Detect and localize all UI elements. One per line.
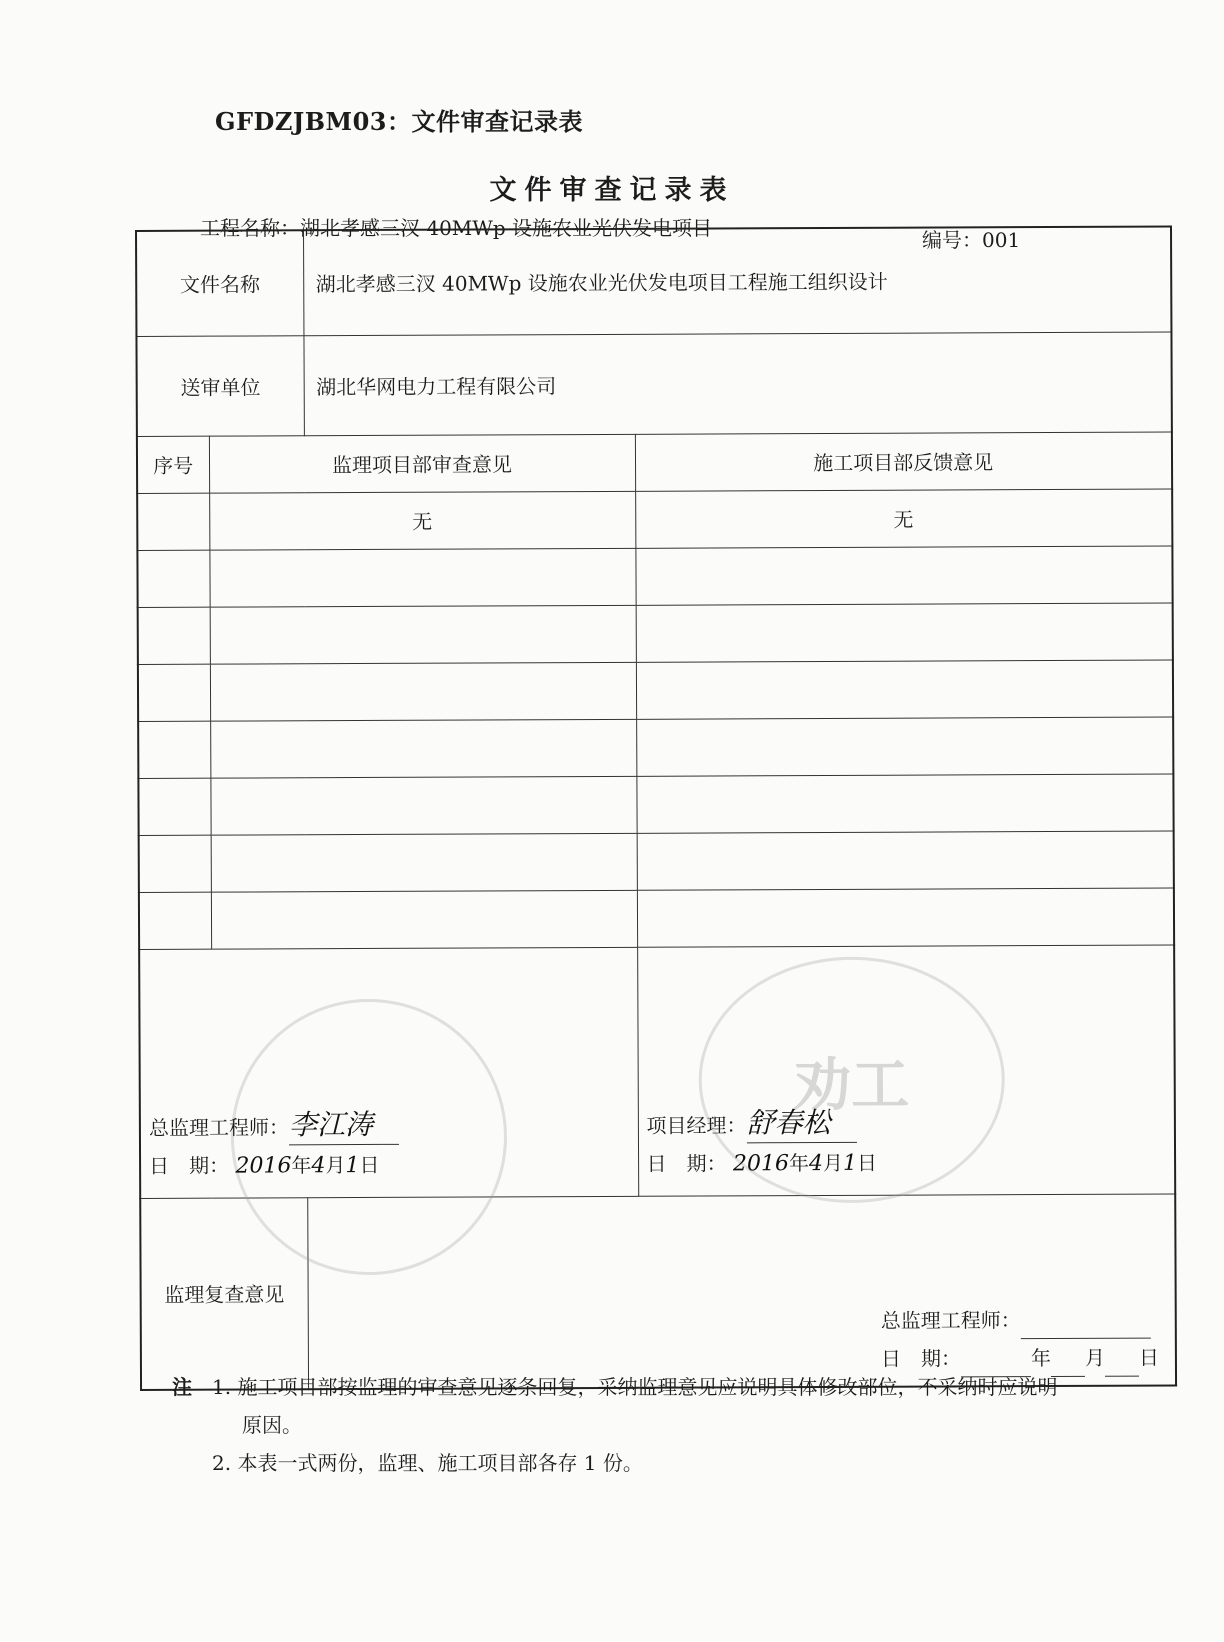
project-name-label: 工程名称：	[200, 216, 300, 240]
header-supervisor-review: 监理项目部审查意见	[209, 434, 635, 493]
submitting-unit-label: 送审单位	[136, 335, 303, 436]
manager-date-day: 1	[842, 1150, 857, 1176]
table-row	[138, 773, 1173, 835]
row-feedback	[636, 716, 1173, 775]
table-row	[138, 602, 1173, 664]
table-row	[139, 887, 1174, 949]
review-record-table	[135, 225, 1177, 1390]
table-row	[137, 545, 1172, 607]
project-name-value: 湖北孝感三汊 40MWp 设施农业光伏发电项目	[300, 216, 713, 240]
day-unit: 日	[1138, 1345, 1159, 1370]
notes-section	[172, 1368, 1172, 1482]
table-row	[138, 716, 1173, 778]
company-seal-text: 劝工	[793, 1050, 910, 1119]
supervisor-date-year: 2016	[235, 1152, 292, 1179]
manager-date-label: 日 期：	[646, 1150, 727, 1176]
supervisor-signature-cell	[139, 947, 638, 1198]
row-serial	[137, 493, 209, 550]
row-serial	[137, 550, 209, 607]
file-name-row	[136, 226, 1171, 336]
submitting-unit-row	[136, 331, 1171, 436]
manager-date-month: 4	[808, 1150, 823, 1176]
row-serial	[138, 778, 210, 835]
manager-date-line	[646, 1142, 1174, 1183]
table-row	[138, 659, 1173, 721]
row-serial	[138, 664, 210, 721]
row-feedback	[636, 773, 1173, 832]
recheck-sign-line	[881, 1300, 1159, 1339]
header-construction-feedback: 施工项目部反馈意见	[635, 431, 1172, 490]
supervisor-date-label: 日 期：	[149, 1153, 230, 1178]
recheck-signature-blank	[1021, 1315, 1151, 1339]
supervisor-signature: 李江涛	[289, 1105, 399, 1144]
row-review	[210, 605, 636, 664]
manager-label: 项目经理：	[646, 1112, 747, 1138]
manager-signature-cell	[637, 944, 1175, 1195]
day-unit: 日	[856, 1150, 877, 1175]
table-row	[137, 488, 1172, 550]
document-number: 编号：001	[922, 228, 1021, 252]
row-serial	[138, 721, 210, 778]
manager-date-year: 2016	[732, 1150, 789, 1176]
supervisor-date-month: 4	[311, 1152, 326, 1178]
note-item-2-text: 2. 本表一式两份，监理、施工项目部各存 1 份。	[212, 1451, 643, 1475]
month-unit: 月	[1084, 1345, 1105, 1370]
year-unit: 年	[788, 1150, 809, 1175]
row-feedback	[637, 830, 1174, 889]
header-serial: 序号	[137, 436, 209, 493]
recheck-label: 监理复查意见	[140, 1197, 308, 1389]
row-review	[211, 890, 637, 949]
supervisor-date-day: 1	[345, 1152, 360, 1178]
year-unit: 年	[291, 1152, 312, 1177]
row-review	[209, 548, 635, 607]
recheck-sign-label: 总监理工程师：	[880, 1307, 1021, 1333]
row-feedback: 无	[635, 488, 1172, 547]
month-unit: 月	[325, 1152, 346, 1177]
row-serial	[139, 892, 211, 949]
file-name-label: 文件名称	[136, 230, 303, 336]
note-item-1-text: 1. 施工项目部按监理的审查意见逐条回复，采纳监理意见应说明具体修改部位，不采纳时应说明	[212, 1375, 1058, 1399]
row-feedback	[636, 659, 1173, 718]
row-serial	[139, 835, 211, 892]
year-unit: 年	[1030, 1345, 1051, 1370]
manager-signature: 舒春松	[746, 1103, 856, 1142]
note-item-2	[172, 1444, 1172, 1482]
row-review: 无	[209, 491, 635, 550]
day-unit: 日	[359, 1152, 380, 1177]
table-header-row	[137, 431, 1172, 493]
notes-mark: 注	[172, 1375, 192, 1399]
row-review	[211, 833, 637, 892]
note-item-1-continued: 原因。	[242, 1413, 302, 1437]
note-item-1	[172, 1368, 1172, 1406]
supervisor-label: 总监理工程师：	[148, 1114, 289, 1140]
signature-row	[139, 944, 1175, 1198]
recheck-date-label: 日 期：	[880, 1345, 961, 1371]
file-name-value: 湖北孝感三汊 40MWp 设施农业光伏发电项目工程施工组织设计	[303, 226, 1171, 335]
supervisor-date-line	[149, 1144, 638, 1185]
submitting-unit-value: 湖北华网电力工程有限公司	[303, 331, 1171, 435]
row-review	[210, 719, 636, 778]
row-review	[210, 662, 636, 721]
document-title: 文件审查记录表	[489, 175, 735, 206]
month-unit: 月	[822, 1150, 843, 1175]
row-feedback	[635, 545, 1172, 604]
row-serial	[138, 607, 210, 664]
row-feedback	[637, 887, 1174, 946]
supervisor-sign-line	[149, 1104, 638, 1146]
row-review	[210, 776, 636, 835]
table-row	[139, 830, 1174, 892]
manager-sign-line	[646, 1102, 1174, 1144]
row-feedback	[636, 602, 1173, 661]
form-code: GFDZJBM03：文件审查记录表	[215, 107, 583, 136]
